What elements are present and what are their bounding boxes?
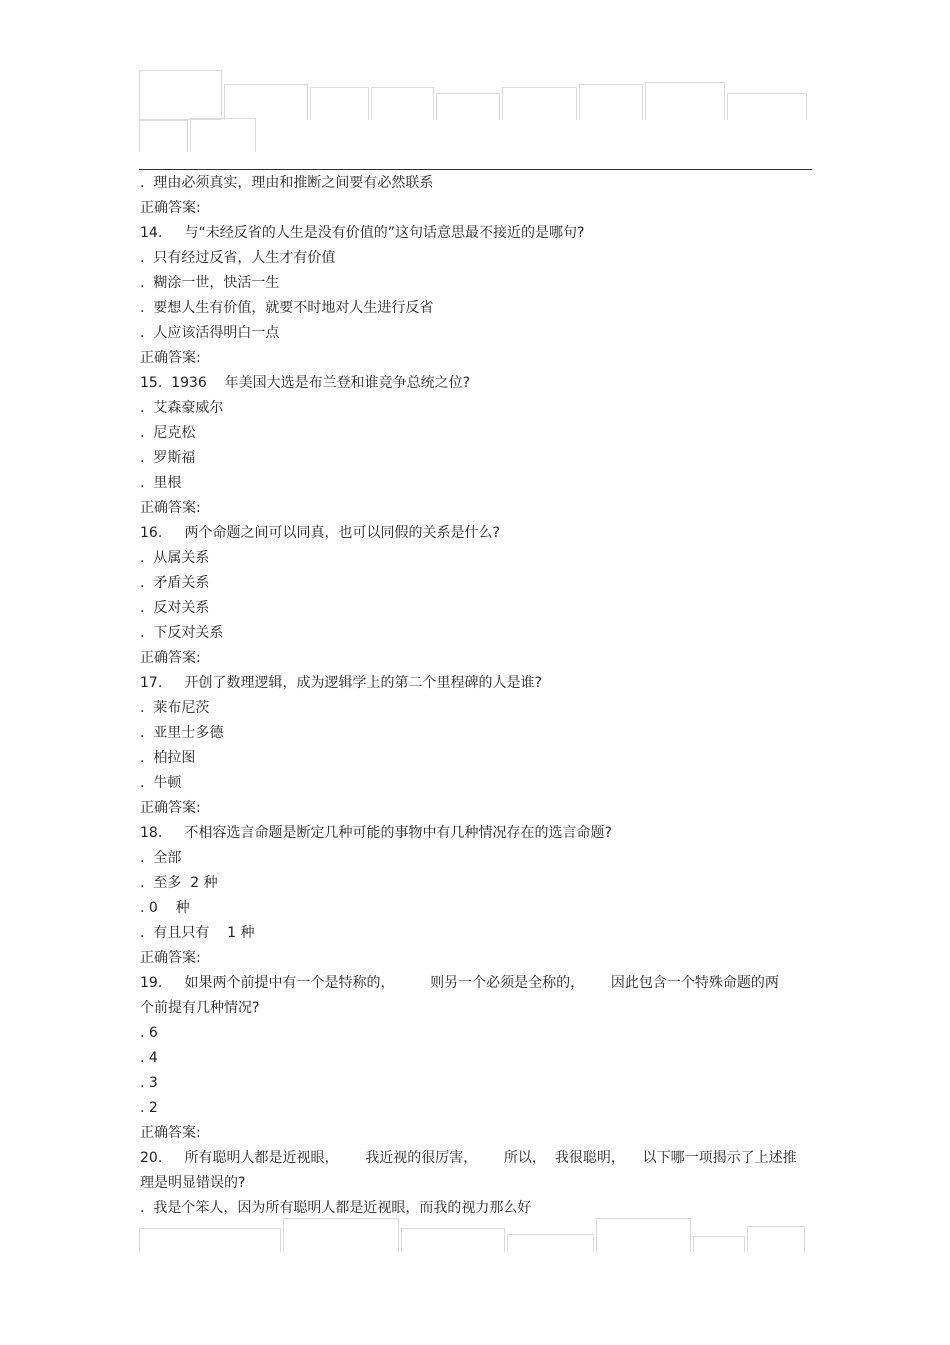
- header-cell: [579, 84, 643, 120]
- header-cell: [502, 87, 577, 120]
- header-cell: [139, 70, 222, 120]
- option-line: . 亚里士多德: [140, 725, 224, 741]
- header-cell: [224, 84, 308, 120]
- question-line: 17. 开创了数理逻辑，成为逻辑学上的第二个里程碑的人是谁?: [140, 675, 542, 691]
- answer-line: 正确答案:: [140, 350, 201, 366]
- option-line: . 6: [140, 1025, 158, 1041]
- question-line: 18. 不相容选言命题是断定几种可能的事物中有几种情况存在的选言命题?: [140, 825, 612, 841]
- question-line: 14. 与“未经反省的人生是没有价值的”这句话意思最不接近的是哪句?: [140, 225, 585, 241]
- option-line: . 0 种: [140, 900, 190, 916]
- header-rule: [139, 169, 812, 170]
- header-cell: [436, 93, 500, 120]
- question-line: 20. 所有聪明人都是近视眼， 我近视的很厉害， 所以， 我很聪明， 以下哪一项揭示了上述推: [140, 1150, 797, 1166]
- option-line: . 3: [140, 1075, 158, 1091]
- option-line: . 反对关系: [140, 600, 210, 616]
- option-line: . 罗斯福: [140, 450, 196, 466]
- option-line: . 莱布尼茨: [140, 700, 210, 716]
- footer-cell: [596, 1218, 691, 1252]
- option-line: . 至多 2 种: [140, 875, 218, 891]
- question-line: 19. 如果两个前提中有一个是特称的， 则另一个必须是全称的， 因此包含一个特殊命题的两: [140, 975, 779, 991]
- question-line: 16. 两个命题之间可以同真，也可以同假的关系是什么?: [140, 525, 500, 541]
- header-cell: [645, 82, 725, 120]
- footer-cell: [507, 1234, 594, 1252]
- question-line: 个前提有几种情况?: [140, 1000, 260, 1016]
- option-line: . 我是个笨人，因为所有聪明人都是近视眼，而我的视力那么好: [140, 1200, 532, 1216]
- answer-line: 正确答案:: [140, 950, 201, 966]
- option-line: . 艾森豪威尔: [140, 400, 224, 416]
- header-cell: [371, 87, 434, 120]
- header-cell: [310, 87, 369, 120]
- option-line: . 牛顿: [140, 775, 182, 791]
- option-line: . 糊涂一世，快活一生: [140, 275, 280, 291]
- option-line: . 下反对关系: [140, 625, 224, 641]
- answer-line: 正确答案:: [140, 650, 201, 666]
- question-list: [140, 171, 812, 1221]
- option-line: . 尼克松: [140, 425, 196, 441]
- header-cell: [139, 120, 188, 152]
- footer-cell: [283, 1218, 399, 1252]
- option-line: . 人应该活得明白一点: [140, 325, 280, 341]
- footer-cell: [693, 1236, 745, 1252]
- option-line: . 2: [140, 1100, 158, 1116]
- option-line: . 从属关系: [140, 550, 210, 566]
- answer-line: 正确答案:: [140, 800, 201, 816]
- option-line: . 只有经过反省，人生才有价值: [140, 250, 336, 266]
- option-line: . 里根: [140, 475, 182, 491]
- option-line: . 柏拉图: [140, 750, 196, 766]
- footer-cell: [139, 1228, 281, 1252]
- answer-line: 正确答案:: [140, 500, 201, 516]
- question-line: 理是明显错误的?: [140, 1175, 246, 1191]
- header-cell: [190, 118, 256, 152]
- option-line: . 要想人生有价值，就要不时地对人生进行反省: [140, 300, 434, 316]
- footer-cell: [401, 1228, 505, 1252]
- answer-line: 正确答案:: [140, 1125, 201, 1141]
- option-line: . 4: [140, 1050, 158, 1066]
- option-line: . 全部: [140, 850, 182, 866]
- header-cell: [727, 93, 807, 120]
- option-line: . 矛盾关系: [140, 575, 210, 591]
- question-line: 15. 1936 年美国大选是布兰登和谁竞争总统之位?: [140, 375, 471, 391]
- option-line: . 有且只有 1 种: [140, 925, 255, 941]
- footer-cell: [747, 1226, 805, 1252]
- answer-line: 正确答案:: [140, 200, 201, 216]
- option-line: . 理由必须真实，理由和推断之间要有必然联系: [140, 175, 434, 191]
